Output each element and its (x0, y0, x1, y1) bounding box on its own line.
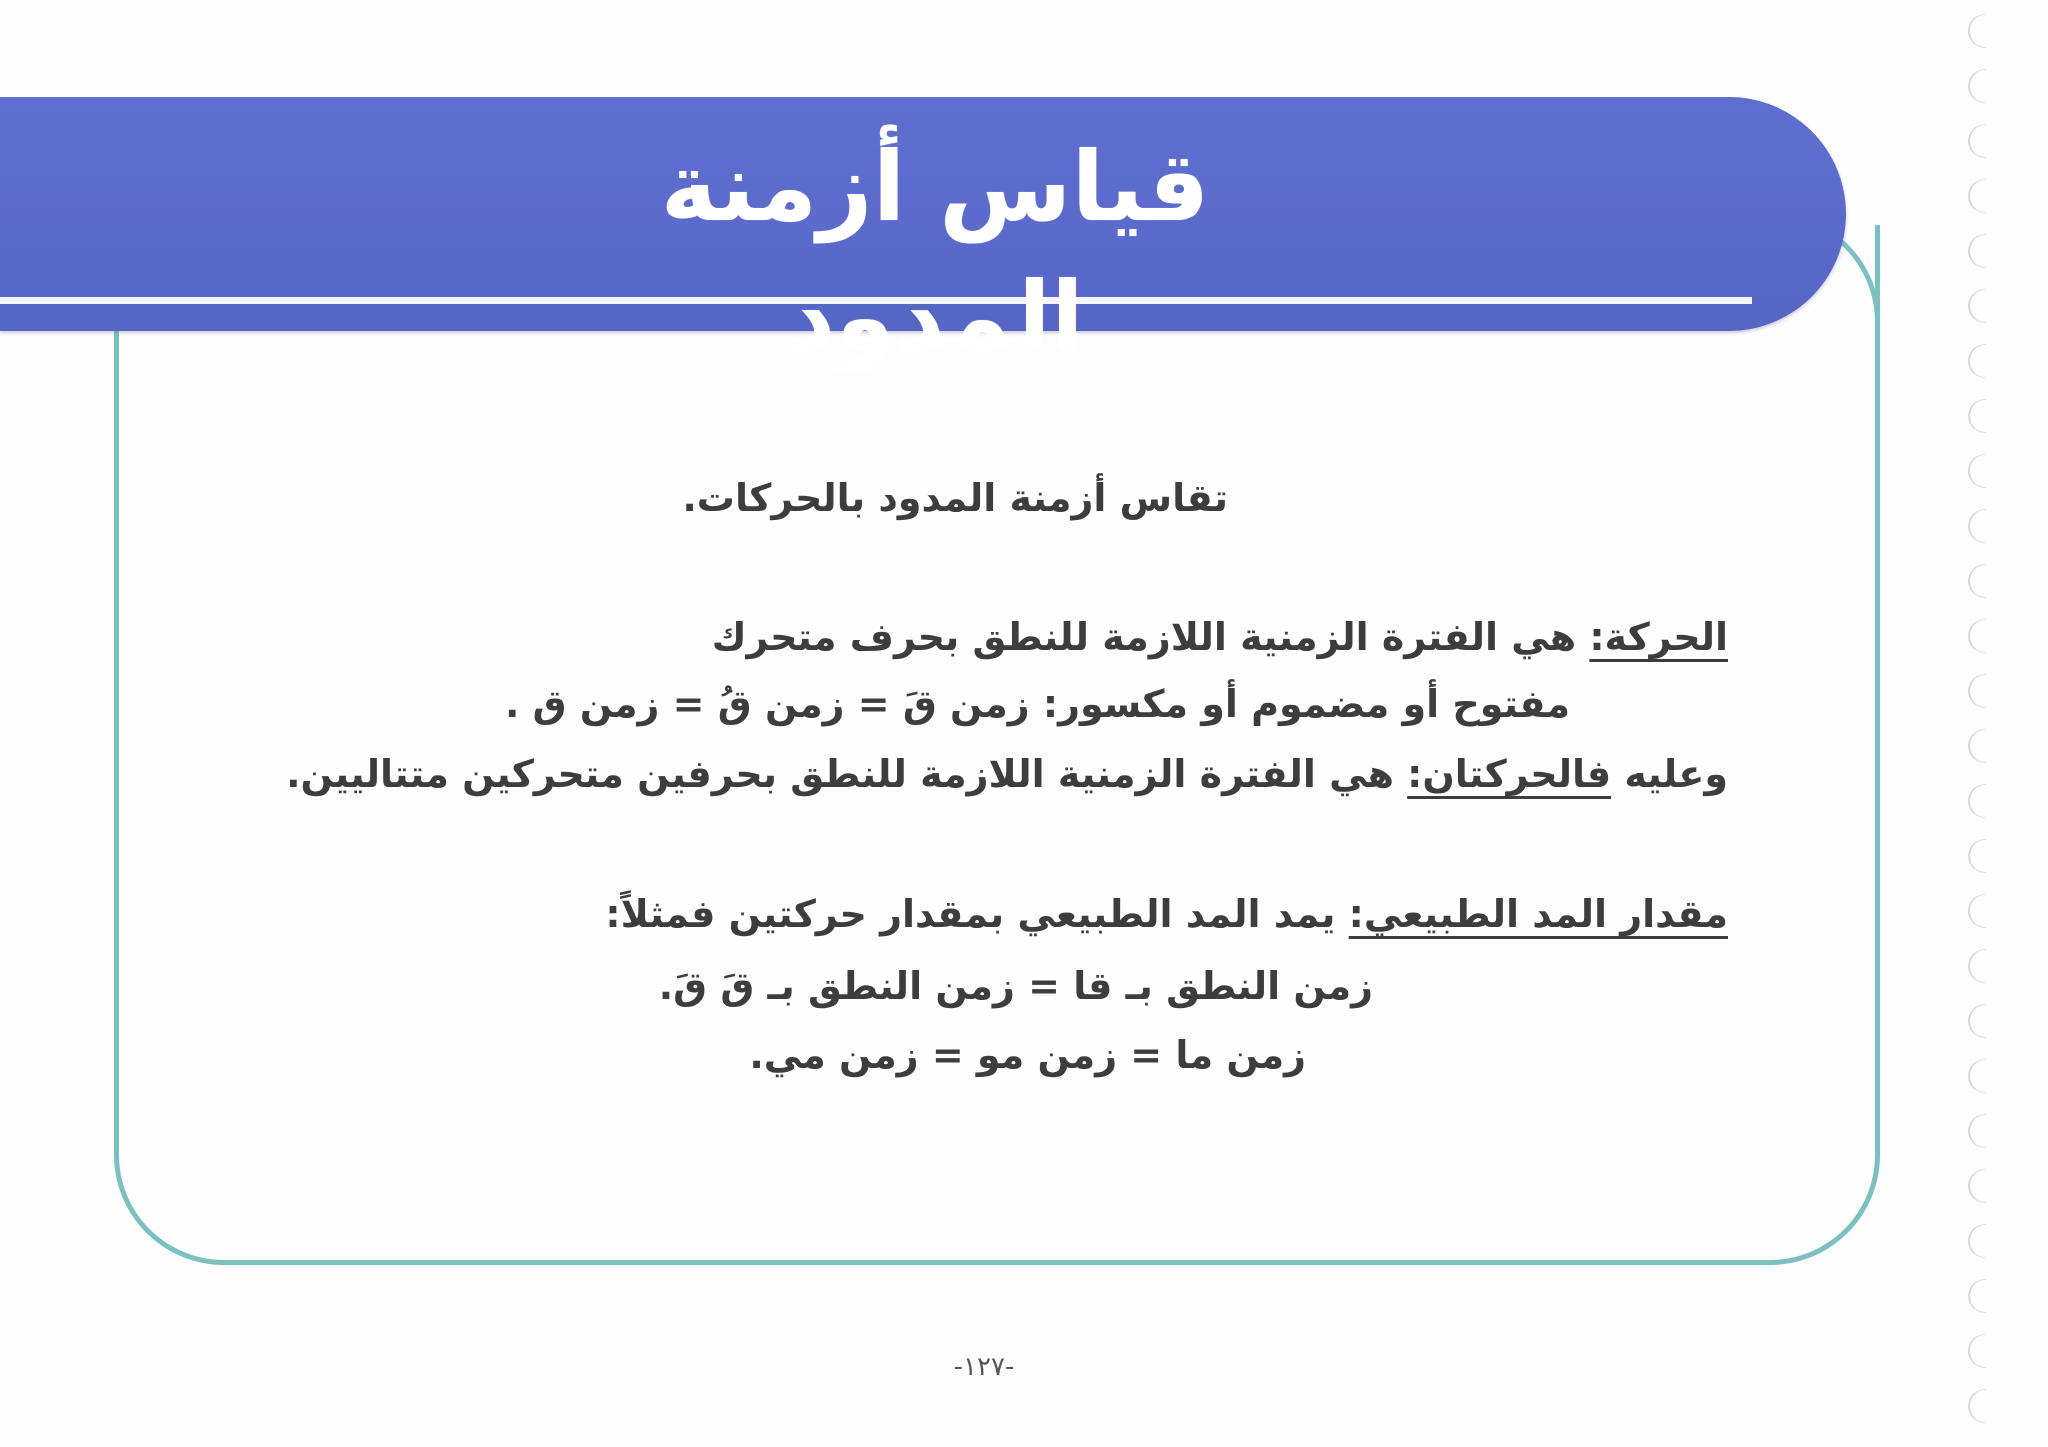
binding-hole (1968, 1334, 1986, 1368)
binding-holes (1968, 14, 1998, 1444)
binding-hole (1968, 289, 1986, 323)
binding-hole (1968, 344, 1986, 378)
binding-hole (1968, 399, 1986, 433)
binding-hole (1968, 1389, 1986, 1423)
madd-definition (605, 884, 1728, 944)
binding-hole (1968, 564, 1986, 598)
binding-hole (1968, 1059, 1986, 1093)
binding-hole (1968, 1169, 1986, 1203)
haraka-continuation: مفتوح أو مضموم أو مكسور: زمن قَ = زمن قُ = زمن ق . (504, 682, 1570, 726)
page-number: -١٢٧- (953, 1352, 1015, 1382)
harakatan-term: فالحركتان: (1407, 752, 1612, 796)
binding-hole (1968, 179, 1986, 213)
binding-hole (1968, 839, 1986, 873)
harakatan-definition-text: هي الفترة الزمنية اللازمة للنطق بحرفين متحركين متتاليين. (286, 752, 1408, 796)
haraka-definition (712, 607, 1728, 667)
haraka-term: الحركة: (1589, 615, 1728, 659)
madd-definition-text: يمد المد الطبيعي بمقدار حركتين فمثلاً: (605, 892, 1349, 936)
binding-hole (1968, 69, 1986, 103)
haraka-definition-text: هي الفترة الزمنية اللازمة للنطق بحرف متحرك (711, 615, 1590, 659)
intro-line: تقاس أزمنة المدود بالحركات. (682, 476, 1228, 520)
binding-hole (1968, 14, 1986, 48)
binding-hole (1968, 729, 1986, 763)
binding-hole (1968, 894, 1986, 928)
binding-hole (1968, 1004, 1986, 1038)
binding-hole (1968, 509, 1986, 543)
harakatan-prefix: وعليه (1611, 752, 1728, 796)
harakatan-definition (286, 744, 1728, 804)
page-title: قياس أزمنة المدود (660, 131, 1210, 373)
binding-hole (1968, 234, 1986, 268)
binding-hole (1968, 124, 1986, 158)
binding-hole (1968, 454, 1986, 488)
madd-example-2: زمن ما = زمن مو = زمن مي. (749, 1033, 1306, 1077)
binding-hole (1968, 949, 1986, 983)
binding-hole (1968, 1224, 1986, 1258)
binding-hole (1968, 1114, 1986, 1148)
binding-hole (1968, 674, 1986, 708)
binding-hole (1968, 1279, 1986, 1313)
binding-hole (1968, 619, 1986, 653)
madd-term: مقدار المد الطبيعي: (1348, 892, 1728, 936)
binding-hole (1968, 784, 1986, 818)
madd-example-1: زمن النطق بـ قا = زمن النطق بـ قَ قَ. (658, 964, 1373, 1008)
